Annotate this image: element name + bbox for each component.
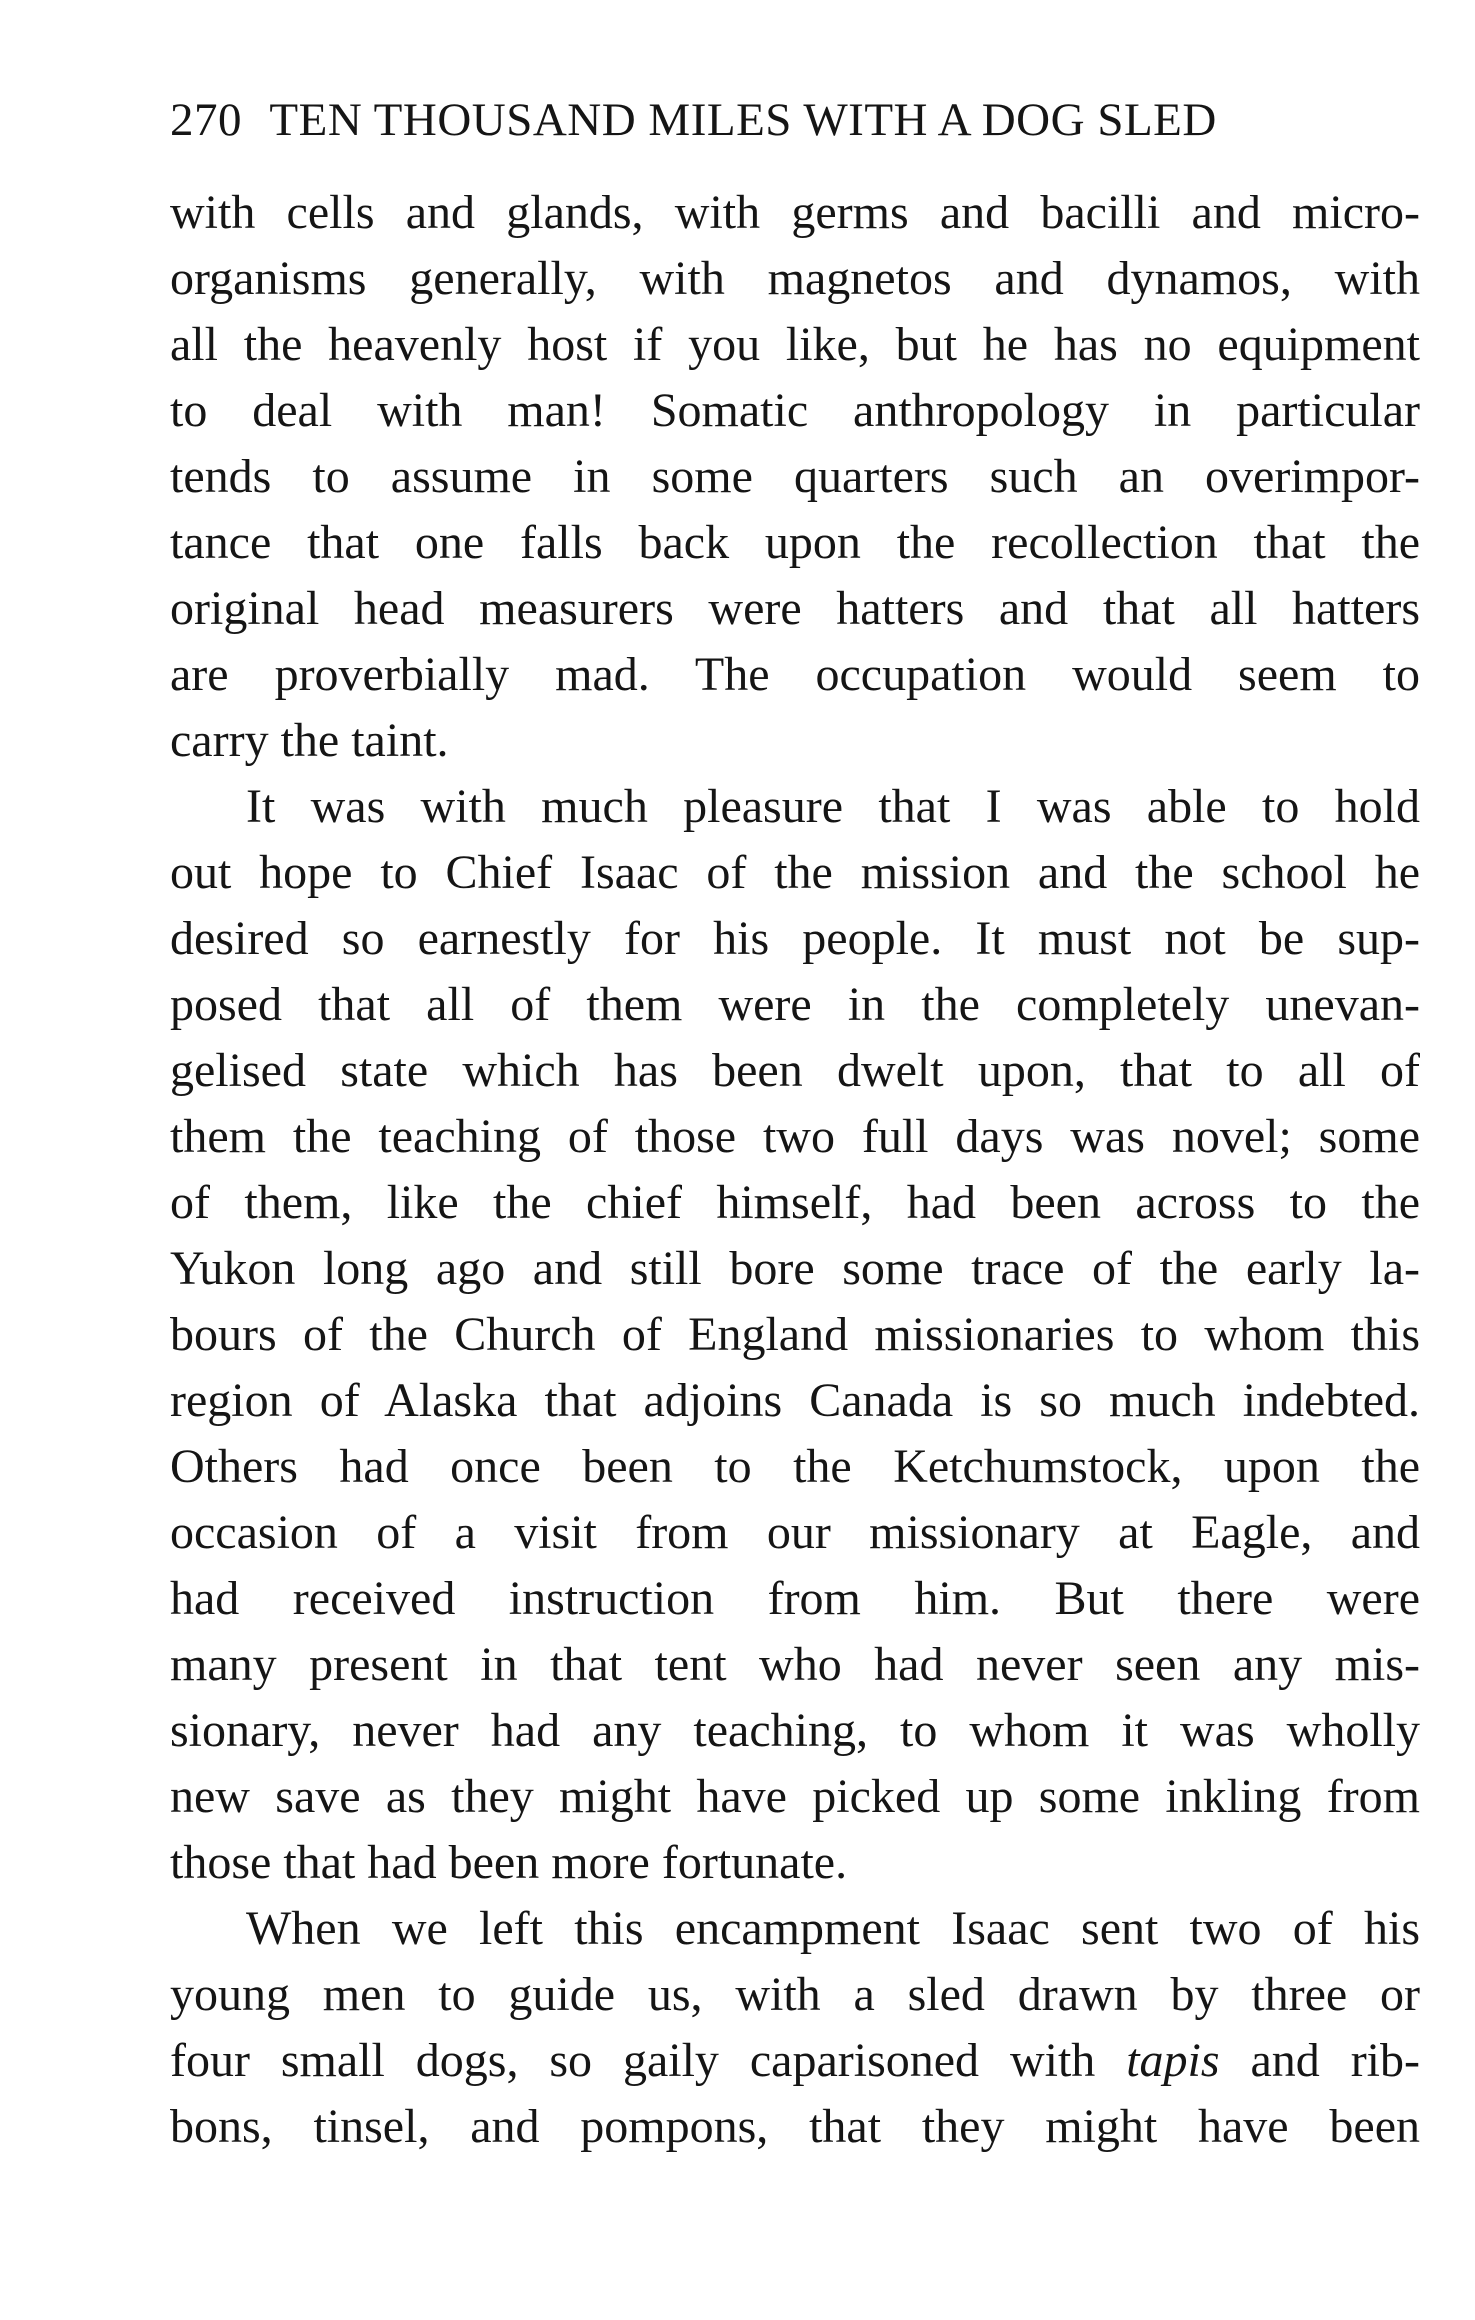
- body-text: [170, 180, 1420, 2160]
- italic-term: tapis: [1126, 2034, 1220, 2087]
- text-line: desired so earnestly for his people. It must not be sup-: [170, 912, 1420, 965]
- text-line: bons, tinsel, and pompons, that they might have been: [170, 2100, 1420, 2153]
- text-fragment: and rib-: [1219, 2034, 1421, 2087]
- text-line: are proverbially mad. The occupation would seem to: [170, 648, 1420, 701]
- text-line: carry the taint.: [170, 714, 449, 767]
- text-line: young men to guide us, with a sled drawn by three or: [170, 1968, 1420, 2021]
- text-line: with cells and glands, with germs and bacilli and micro-: [170, 186, 1420, 239]
- paragraph: [170, 1896, 1420, 2160]
- running-head: [170, 88, 1420, 152]
- text-line: bours of the Church of England missionaries to whom this: [170, 1308, 1420, 1361]
- text-line-with-italic: [170, 2028, 1420, 2094]
- text-line: new save as they might have picked up some inkling from: [170, 1770, 1420, 1823]
- text-line: It was with much pleasure that I was able to hold: [246, 780, 1420, 833]
- text-line: sionary, never had any teaching, to whom it was wholly: [170, 1704, 1420, 1757]
- text-line: posed that all of them were in the completely unevan-: [170, 978, 1420, 1031]
- text-line: occasion of a visit from our missionary at Eagle, and: [170, 1506, 1420, 1559]
- text-line: original head measurers were hatters and that all hatters: [170, 582, 1420, 635]
- text-line: organisms generally, with magnetos and dynamos, with: [170, 252, 1420, 305]
- text-line: out hope to Chief Isaac of the mission and the school he: [170, 846, 1420, 899]
- text-fragment: four small dogs, so gaily caparisoned with: [170, 2034, 1127, 2087]
- text-line: them the teaching of those two full days was novel; some: [170, 1110, 1420, 1163]
- page-number: 270: [170, 94, 242, 146]
- text-line: Yukon long ago and still bore some trace of the early la-: [170, 1242, 1420, 1295]
- text-line: had received instruction from him. But there were: [170, 1572, 1420, 1625]
- text-line: tends to assume in some quarters such an overimpor-: [170, 450, 1420, 503]
- text-line: all the heavenly host if you like, but he has no equipment: [170, 318, 1420, 371]
- text-line: many present in that tent who had never seen any mis-: [170, 1638, 1420, 1691]
- text-line: those that had been more fortunate.: [170, 1836, 848, 1889]
- text-line: tance that one falls back upon the recollection that the: [170, 516, 1420, 569]
- paragraph: [170, 774, 1420, 1896]
- text-line: When we left this encampment Isaac sent two of his: [246, 1902, 1420, 1955]
- text-line: Others had once been to the Ketchumstock, upon the: [170, 1440, 1420, 1493]
- text-line: gelised state which has been dwelt upon, that to all of: [170, 1044, 1420, 1097]
- text-line: region of Alaska that adjoins Canada is so much indebted.: [170, 1374, 1420, 1427]
- running-title: TEN THOUSAND MILES WITH A DOG SLED: [269, 94, 1217, 146]
- paragraph: [170, 180, 1420, 774]
- text-line: of them, like the chief himself, had been across to the: [170, 1176, 1420, 1229]
- text-line: to deal with man! Somatic anthropology in particular: [170, 384, 1420, 437]
